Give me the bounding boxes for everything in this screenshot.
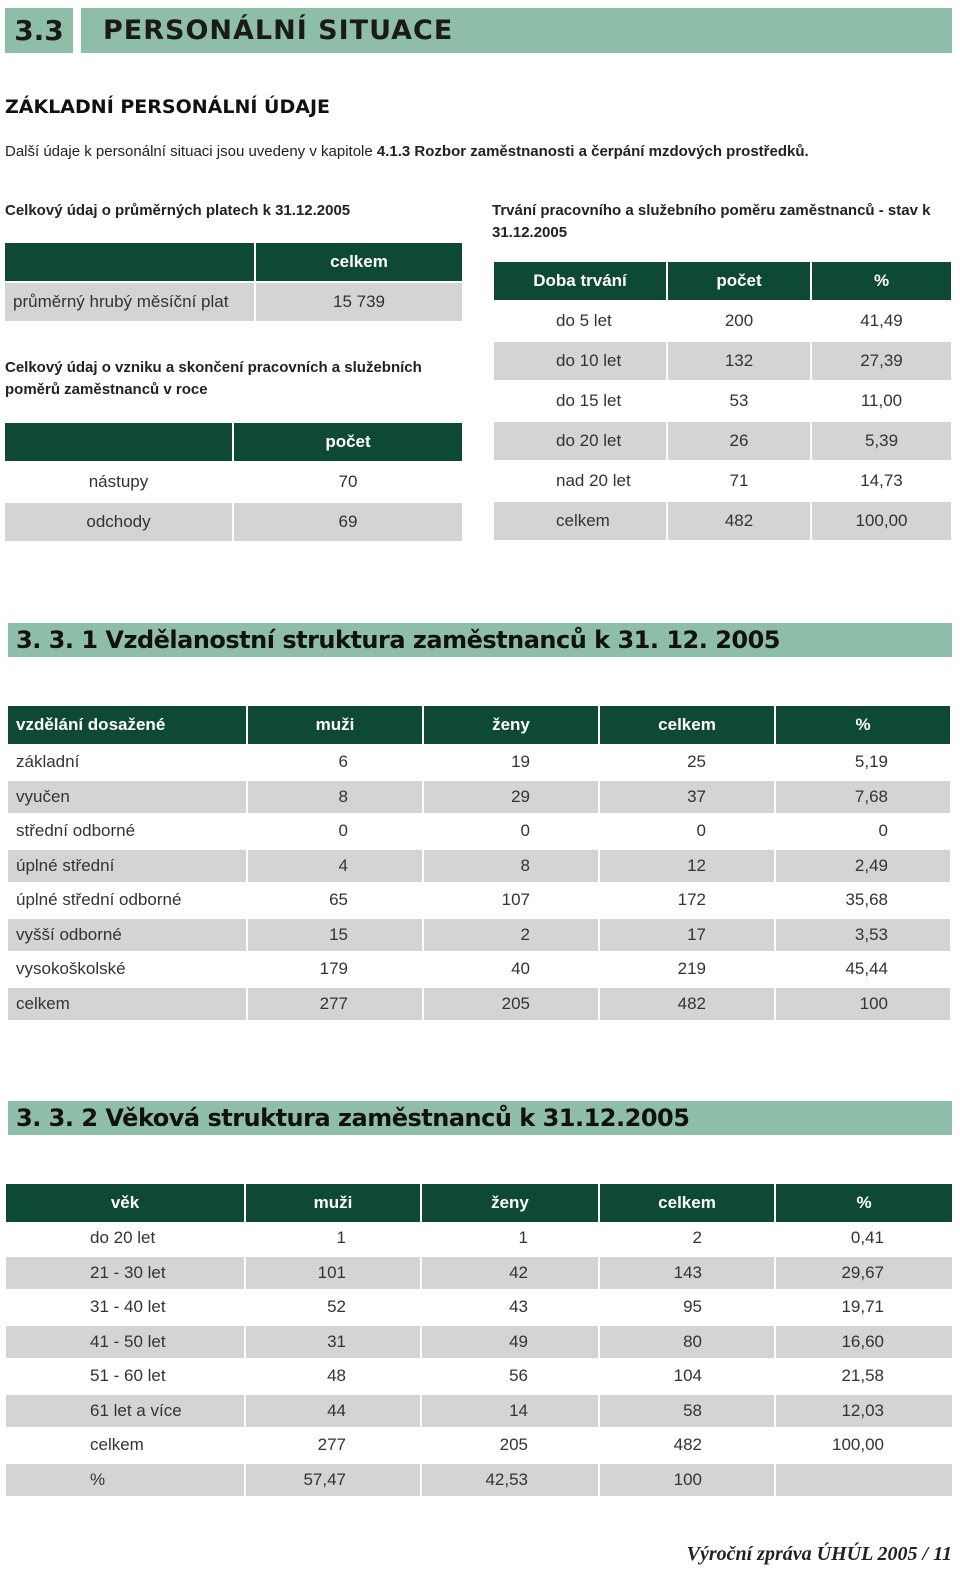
education-row-value: 65: [329, 890, 348, 910]
flows-row-label: odchody: [5, 503, 232, 541]
duration-row-value: 200: [724, 311, 754, 330]
duration-header-cell: %: [812, 262, 951, 300]
education-row-value: 25: [687, 752, 706, 772]
flows-row-value: 70: [338, 472, 358, 491]
age-row-value: 1: [518, 1228, 528, 1248]
education-row-value: 19: [511, 752, 530, 772]
intro-reference: 4.1.3 Rozbor zaměstnanosti a čerpání mzdových prostředků.: [376, 143, 809, 160]
education-row-value: 179: [319, 959, 348, 979]
age-row-value: 482: [673, 1435, 702, 1455]
education-row-value: 8: [248, 781, 422, 814]
duration-row-value: 11,00: [860, 391, 903, 410]
age-row-value: 277: [317, 1435, 346, 1455]
duration-row-value: 26: [668, 422, 810, 460]
age-row-value: 49: [422, 1326, 598, 1359]
salary-header-empty: [5, 243, 254, 281]
age-row-value: 205: [499, 1435, 528, 1455]
education-header-cell: muži: [248, 706, 422, 744]
age-row-value: 80: [600, 1326, 774, 1359]
age-row-value: 2: [692, 1228, 702, 1248]
age-header-cell: muži: [246, 1184, 420, 1222]
education-row-value: 0: [878, 821, 888, 841]
education-row-value: 7,68: [776, 781, 950, 814]
flows-row-value: 69: [234, 503, 462, 541]
duration-row-value: 41,49: [860, 311, 903, 330]
duration-row-value: 5,39: [812, 422, 951, 460]
section-title: PERSONÁLNÍ SITUACE: [81, 8, 952, 53]
duration-row-label: do 10 let: [494, 342, 666, 380]
age-row-label: 61 let a více: [6, 1395, 244, 1428]
flows-header-count: počet: [234, 423, 462, 461]
salary-row-value: 15 739: [256, 283, 462, 321]
education-row-value: 29: [424, 781, 598, 814]
education-row-value: 2: [424, 919, 598, 952]
age-row-label: 41 - 50 let: [6, 1326, 244, 1359]
education-row-value: 0: [520, 821, 530, 841]
age-row-value: 100,00: [832, 1435, 884, 1455]
duration-row-value: 132: [668, 342, 810, 380]
duration-row-label: nad 20 let: [556, 471, 631, 490]
duration-row-value: 71: [729, 471, 749, 490]
education-row-value: 205: [424, 988, 598, 1021]
intro-text: [5, 143, 809, 160]
age-row-value: 143: [600, 1257, 774, 1290]
page-footer: Výroční zpráva ÚHÚL 2005 / 11: [686, 1543, 952, 1565]
age-row-value: 44: [246, 1395, 420, 1428]
age-row-label: 31 - 40 let: [90, 1297, 166, 1317]
age-header-cell: ženy: [422, 1184, 598, 1222]
education-header-cell: ženy: [424, 706, 598, 744]
education-header-cell: celkem: [600, 706, 774, 744]
duration-header-cell: počet: [668, 262, 810, 300]
section-heading: ZÁKLADNÍ PERSONÁLNÍ ÚDAJE: [5, 96, 330, 118]
age-row-value: 1: [336, 1228, 346, 1248]
age-row-value: 104: [673, 1366, 702, 1386]
age-row-value: 14: [422, 1395, 598, 1428]
age-row-value: 56: [509, 1366, 528, 1386]
education-row-label: vyučen: [8, 781, 246, 814]
education-row-value: 277: [248, 988, 422, 1021]
education-row-value: 482: [600, 988, 774, 1021]
education-row-value: 37: [600, 781, 774, 814]
duration-row-value: 14,73: [860, 471, 903, 490]
education-row-label: vyšší odborné: [8, 919, 246, 952]
education-row-value: 6: [338, 752, 348, 772]
age-row-value: 42,53: [422, 1464, 598, 1497]
age-row-value: 58: [600, 1395, 774, 1428]
age-row-value: 21,58: [841, 1366, 884, 1386]
education-row-value: 2,49: [776, 850, 950, 883]
age-row-label: 51 - 60 let: [90, 1366, 166, 1386]
education-header-cell: %: [776, 706, 950, 744]
age-row-value: 12,03: [776, 1395, 952, 1428]
age-row-label: 21 - 30 let: [6, 1257, 244, 1290]
age-row-label: do 20 let: [90, 1228, 156, 1248]
age-row-value: 57,47: [246, 1464, 420, 1497]
flows-header-empty: [5, 423, 232, 461]
flows-row-label: nástupy: [88, 472, 149, 491]
age-row-value: 31: [246, 1326, 420, 1359]
duration-row-label: do 15 let: [556, 391, 622, 410]
duration-caption: Trvání pracovního a služebního poměru zaměstnanců - stav k 31.12.2005: [492, 202, 931, 241]
education-header-cell: vzdělání dosažené: [8, 706, 246, 744]
education-row-value: 5,19: [854, 752, 888, 772]
education-row-label: vysokoškolské: [16, 959, 126, 979]
age-row-value: 52: [327, 1297, 346, 1317]
education-row-value: 35,68: [845, 890, 888, 910]
age-row-value: 42: [422, 1257, 598, 1290]
age-row-label: %: [6, 1464, 244, 1497]
age-row-value: [776, 1464, 952, 1497]
education-row-value: 15: [248, 919, 422, 952]
education-row-label: úplné střední: [8, 850, 246, 883]
age-row-value: 95: [683, 1297, 702, 1317]
education-row-label: střední odborné: [16, 821, 136, 841]
age-header-cell: %: [776, 1184, 952, 1222]
education-row-value: 3,53: [776, 919, 950, 952]
age-row-value: 0,41: [850, 1228, 884, 1248]
education-title: 3. 3. 1 Vzdělanostní struktura zaměstnanců k 31. 12. 2005: [8, 623, 952, 657]
education-row-value: 0: [696, 821, 706, 841]
education-row-value: 219: [677, 959, 706, 979]
age-row-value: 19,71: [841, 1297, 884, 1317]
age-row-label: celkem: [90, 1435, 144, 1455]
age-header-cell: věk: [6, 1184, 244, 1222]
education-row-value: 0: [338, 821, 348, 841]
salary-row-label: průměrný hrubý měsíční plat: [5, 283, 254, 321]
duration-header-cell: Doba trvání: [494, 262, 666, 300]
education-row-value: 172: [677, 890, 706, 910]
age-row-value: 43: [509, 1297, 528, 1317]
duration-row-label: do 20 let: [494, 422, 666, 460]
education-row-value: 100: [776, 988, 950, 1021]
age-row-value: 48: [327, 1366, 346, 1386]
age-row-value: 101: [246, 1257, 420, 1290]
section-number: 3.3: [5, 8, 73, 53]
education-row-value: 45,44: [845, 959, 888, 979]
duration-row-value: 53: [729, 391, 749, 410]
education-row-value: 4: [248, 850, 422, 883]
age-header-cell: celkem: [600, 1184, 774, 1222]
duration-row-value: 27,39: [812, 342, 951, 380]
duration-row-label: do 5 let: [556, 311, 612, 330]
education-row-value: 12: [600, 850, 774, 883]
intro-prefix: Další údaje k personální situaci jsou uvedeny v kapitole: [5, 143, 377, 160]
education-row-value: 17: [600, 919, 774, 952]
education-row-value: 8: [424, 850, 598, 883]
flows-caption: Celkový údaj o vzniku a skončení pracovních a služebních poměrů zaměstnanců v roce: [5, 359, 422, 398]
salary-caption: Celkový údaj o průměrných platech k 31.12.2005: [5, 202, 351, 219]
duration-row-value: 100,00: [812, 502, 951, 540]
salary-header-total: celkem: [256, 243, 462, 281]
education-row-value: 107: [501, 890, 530, 910]
age-title: 3. 3. 2 Věková struktura zaměstnanců k 31.12.2005: [8, 1101, 952, 1135]
duration-row-value: 482: [668, 502, 810, 540]
age-row-value: 29,67: [776, 1257, 952, 1290]
education-row-label: základní: [16, 752, 80, 772]
age-row-value: 100: [600, 1464, 774, 1497]
duration-row-label: celkem: [494, 502, 666, 540]
age-row-value: 16,60: [776, 1326, 952, 1359]
education-row-label: úplné střední odborné: [16, 890, 182, 910]
education-row-label: celkem: [8, 988, 246, 1021]
education-row-value: 40: [511, 959, 530, 979]
